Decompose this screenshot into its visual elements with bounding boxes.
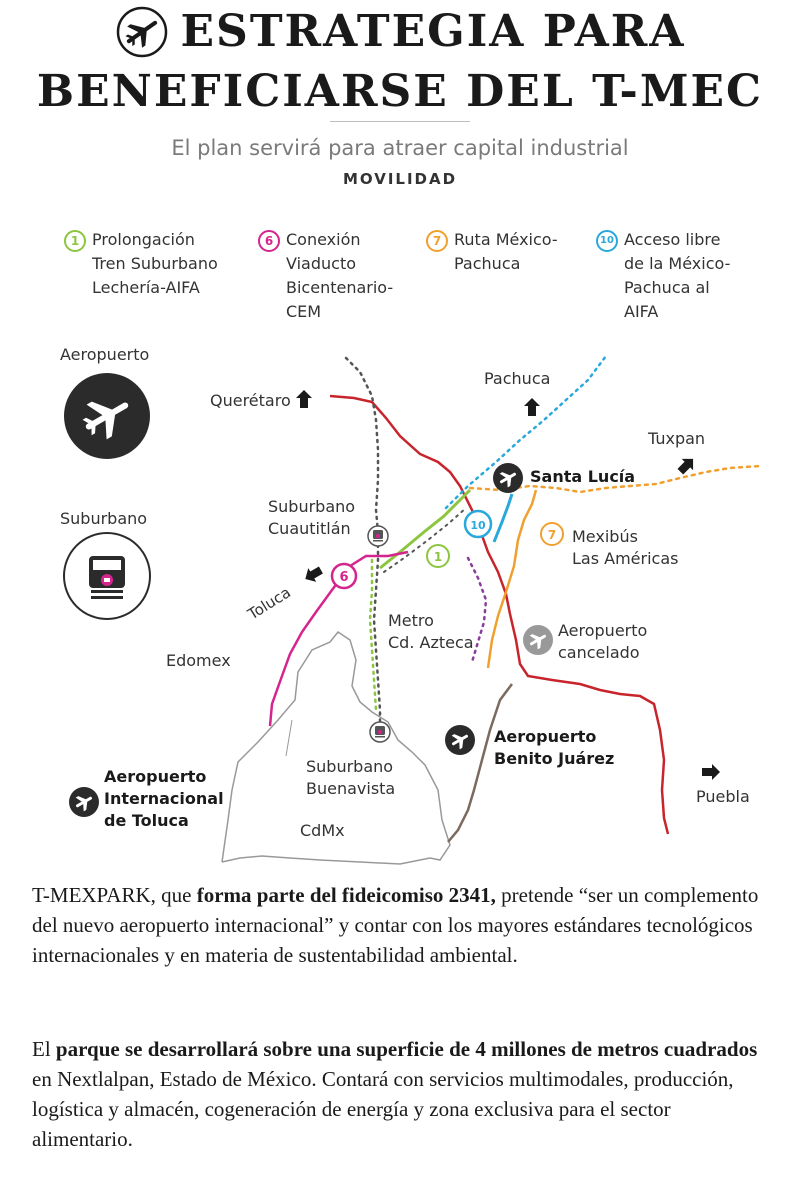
legend-number-7: 7 bbox=[426, 230, 448, 252]
suburbano-buenavista-label: Suburbano Buenavista bbox=[306, 757, 396, 798]
aeropuerto-cancelado-icon bbox=[523, 625, 553, 655]
legend-number-10: 10 bbox=[596, 230, 618, 252]
route-marker-6 bbox=[332, 564, 356, 588]
prolongacion-dotted bbox=[384, 508, 466, 572]
legend-label-1: Prolongación Tren Suburbano Lechería-AIFA bbox=[92, 230, 218, 297]
aeropuerto-benito-juarez-label: Aeropuerto Benito Juárez bbox=[494, 727, 615, 768]
cdmx-border-lower bbox=[222, 856, 430, 864]
subtitle: El plan servirá para atraer capital industrial bbox=[171, 136, 629, 160]
route-marker-10-label: 10 bbox=[470, 519, 486, 532]
title-line-2: BENEFICIARSE DEL T-MEC bbox=[36, 66, 764, 117]
article-paragraph-1 bbox=[32, 880, 772, 970]
suburbano-buenavista-station-icon bbox=[370, 722, 390, 742]
cdmx-label: CdMx bbox=[300, 821, 345, 840]
route-marker-6-label: 6 bbox=[339, 570, 349, 585]
toluca-airport-icon bbox=[69, 787, 99, 817]
pachuca-arrow bbox=[524, 398, 540, 416]
article-paragraph-2 bbox=[32, 1034, 772, 1154]
metro-azteca-label: Metro Cd. Azteca bbox=[388, 611, 474, 652]
section-label: MOVILIDAD bbox=[342, 170, 458, 188]
route-marker-1 bbox=[427, 545, 449, 567]
legend-label-6: Conexión Viaducto Bicentenario- CEM bbox=[286, 230, 394, 321]
benito-juarez-airport-icon bbox=[445, 725, 475, 755]
route-marker-1-label: 1 bbox=[433, 550, 443, 564]
mexibus-label: Mexibús Las Américas bbox=[572, 527, 679, 568]
route-marker-7 bbox=[541, 523, 563, 545]
access-route-10 bbox=[494, 494, 512, 542]
article-p1-bold: forma parte del fideicomiso 2341, bbox=[196, 883, 496, 907]
suburbano-cuautitlan-label: Suburbano Cuautitlán bbox=[268, 497, 356, 538]
toluca-label: Toluca bbox=[244, 583, 294, 624]
puebla-label: Puebla bbox=[696, 787, 750, 806]
aeropuerto-toluca-label: Aeropuerto Internacional de Toluca bbox=[104, 767, 224, 830]
article-p1-rest: pretende “ser un complemento del nuevo aeropuerto internacional” y contar con los mayores estándares tecnológicos internacionales y en materia de sustentabilidad ambiental. bbox=[32, 883, 759, 967]
puebla-arrow bbox=[702, 764, 720, 780]
title-line-1: ESTRATEGIA PARA bbox=[180, 6, 686, 57]
legend-label-10: Acceso libre de la México- Pachuca al AIFA bbox=[624, 230, 731, 321]
queretaro-label: Querétaro bbox=[210, 391, 291, 410]
legend-number-1: 1 bbox=[64, 230, 86, 252]
route-marker-7-label: 7 bbox=[547, 528, 557, 542]
article-p2-intro: El bbox=[32, 1037, 56, 1061]
legend-label-7: Ruta México- Pachuca bbox=[454, 230, 558, 273]
tuxpan-label: Tuxpan bbox=[648, 429, 706, 448]
train-legend-icon bbox=[64, 533, 150, 619]
toluca-arrow bbox=[301, 563, 325, 586]
article-p1-intro: T-MEXPARK, que bbox=[32, 883, 197, 907]
article-p2-bold: parque se desarrollará sobre una superficie de 4 millones de metros cuadrados bbox=[55, 1037, 758, 1061]
legend-number-6: 6 bbox=[258, 230, 280, 252]
aeropuerto-cancelado-label: Aeropuerto cancelado bbox=[558, 621, 648, 662]
santa-lucia-label: Santa Lucía bbox=[530, 467, 636, 486]
article-p2-rest: en Nextlalpan, Estado de México. Contará con servicios multimodales, producción, logística y almacén, cogeneración de energía y zona exclusiva para el sector alimentario. bbox=[32, 1067, 734, 1151]
pachuca-label: Pachuca bbox=[484, 369, 551, 388]
airport-legend-icon bbox=[64, 373, 150, 459]
suburbano-legend-label: Suburbano bbox=[60, 509, 148, 528]
edomex-label: Edomex bbox=[166, 651, 231, 670]
santa-lucia-airport-icon bbox=[493, 463, 523, 493]
suburbano-cuautitlan-station-icon bbox=[368, 526, 388, 546]
route-marker-10 bbox=[465, 511, 491, 537]
airport-legend-label: Aeropuerto bbox=[60, 345, 150, 364]
queretaro-arrow bbox=[296, 390, 312, 408]
prolongacion-route-1 bbox=[380, 490, 470, 568]
edomex-border bbox=[286, 720, 292, 756]
